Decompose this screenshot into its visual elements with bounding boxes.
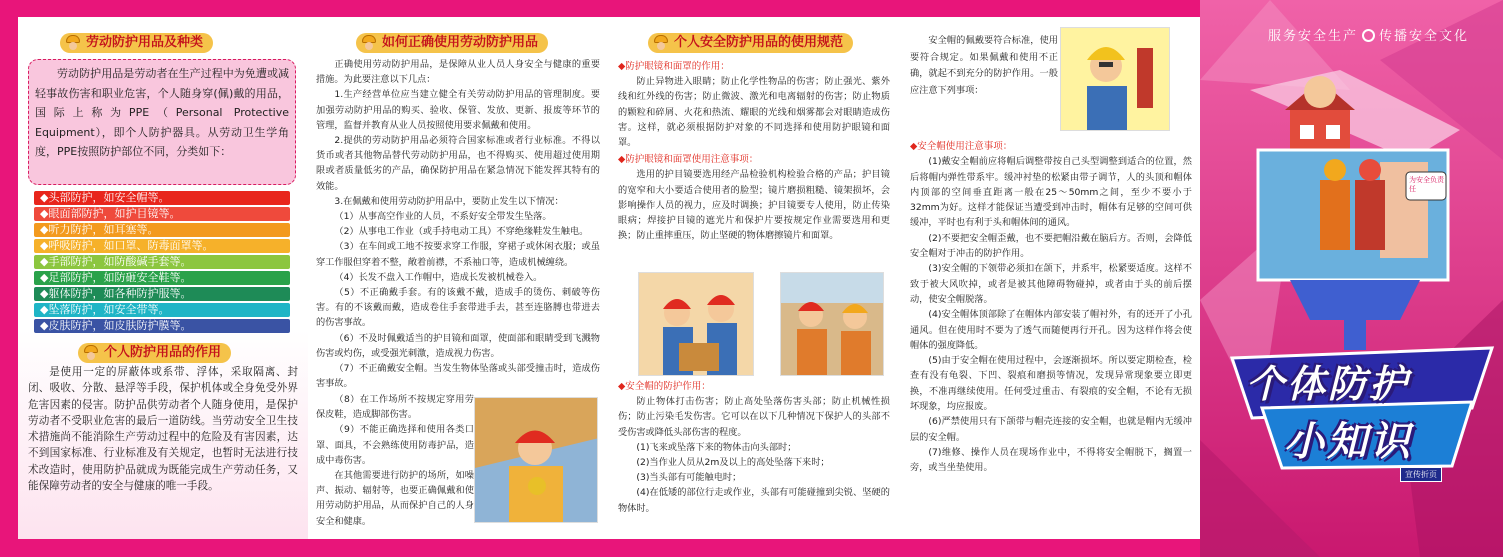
correct-use-text	[316, 57, 600, 391]
worker-gloves-illustration	[474, 397, 598, 523]
heading-ppe-types: 劳动防护用品及种类	[60, 33, 213, 53]
brand-left: 服务安全生产	[1267, 29, 1358, 44]
list-item: （8）在工作场所不按规定穿用劳保皮鞋，造成脚部伤害。	[316, 394, 474, 421]
correct-use-text-2	[316, 392, 474, 529]
panel-helmet-notes	[900, 17, 1200, 539]
worker-icon	[654, 35, 668, 51]
worker-helmet-illustration	[1060, 27, 1170, 131]
category-item: ◆手部防护，如防酸碱手套等。	[34, 255, 290, 269]
para: 1.生产经营单位应当建立健全有关劳动防护用品的管理制度。要加强劳动防护用品的购买、验收、保管、发放、更新、报废等环节的管理，监督并教育从业人员按照使用要求佩戴和使用。	[316, 89, 600, 131]
eyewear-text: ◆防护眼镜和面罩的作用： 防止异物进入眼睛；防止化学性物品的伤害；防止强光、紫外线和红外线的伤害；防止微波、激光和电离辐射的伤害；防止物质的颗粒和碎屑、火花和热流、耀眼的光线和烟雾都会对眼睛造成伤害。这样，就必须根据防护对象的不同选择和使用防护眼镜和面罩。 ◆防护眼镜和面罩使用注意事项： 选用的护目镜要选用经产品检验机构检验合格的产品；护目镜的宽窄和大小要适合使用者的脸型；镜片磨损粗糙、镜架损坏，会影响操作人员的视力，应及时调换；护目镜要专人使用，防止传染眼病；焊接护目镜的遮光片和保护片要按规定作业需要选用和更换；防止重摔重压，防止坚硬的物体磨擦镜片和面罩。	[618, 61, 890, 242]
cover-sign: 为安全负责任	[1409, 176, 1444, 193]
category-item: ◆呼吸防护，如口罩、防毒面罩等。	[34, 239, 290, 253]
heading-usage-norms: 个人安全防护用品的使用规范	[648, 33, 853, 53]
subheading-helmet-notes: ◆安全帽使用注意事项：	[910, 141, 1013, 152]
workers-talk-illustration	[780, 272, 884, 376]
cross-logo-icon	[1362, 29, 1375, 42]
helmet-notes-text	[910, 137, 1192, 476]
list-item: (6)严禁使用只有下颌带与帽壳连接的安全帽，也就是帽内无缓冲层的安全帽。	[910, 416, 1192, 443]
helmet-intro: 安全帽的佩戴要符合标准，使用要符合规定。如果佩戴和使用不正确，就起不到充分的防护作用。一般应注意下列事项：	[910, 35, 1058, 96]
worker-icon	[84, 345, 98, 361]
mascot-head-icon	[1304, 76, 1336, 108]
list-item: （9）不能正确选择和使用各类口罩、面具，不会熟练使用防毒护品，造成中毒伤害。	[316, 424, 474, 466]
heading-ppe-role: 个人防护用品的作用	[78, 343, 231, 363]
cover-title-2: 小知识	[1284, 419, 1413, 465]
list-item: (7)维修、操作人员在现场作业中，不得将安全帽脱下，搁置一旁，或当坐垫使用。	[910, 446, 1192, 474]
intro-box	[28, 59, 296, 185]
category-item: ◆躯体防护，如各种防护服等。	[34, 287, 290, 301]
helmet-role-text: ◆安全帽的防护作用： 防止物体打击伤害；防止高处坠落伤害头部；防止机械性损伤；防止污染毛发伤害。它可以在以下几种情况下保护人的头部不受伤害或降低头部伤害的程度。 (1)飞来或坠落下来的物体击向头部时； (2)当作业人员从2m及以上的高处坠落下来时； (3)当头部有可能触电时； (4)在低矮的部位行走或作业，头部有可能碰撞到尖锐、坚硬的物体时。	[618, 377, 890, 516]
para: 2.提供的劳动防护用品必须符合国家标准或者行业标准。不得以货币或者其他物品替代劳动防护用品，也不得购买、使用超过使用期限或者质量低劣的产品，确保防护用品在紧急情况下能发挥其特有的效能。	[316, 135, 600, 192]
list-item: (2)不要把安全帽歪戴，也不要把帽沿戴在脑后方。否则，会降低安全帽对于冲击的防护作用。	[910, 232, 1192, 260]
list-item: （1）从事高空作业的人员，不系好安全带发生坠落。	[334, 211, 552, 223]
list-item: (1)戴安全帽前应将帽后调整带按自己头型调整到适合的位置，然后将帽内弹性带系牢。缓冲衬垫的松紧由带子调节，人的头顶和帽体内顶部的空间垂直距离一般在25～50mm之间，至少不要小于32mm为好。这样才能保证当遭受到冲击时，帽体有足够的空间可供缓冲，平时也有利于头和帽体间的通风。	[910, 156, 1192, 229]
cover-tag: 宣传折页	[1400, 467, 1442, 482]
list-item: (4)在低矮的部位行走或作业，头部有可能碰撞到尖锐、坚硬的物体时。	[618, 487, 890, 514]
role-text: 是使用一定的屏蔽体或系带、浮体，采取隔离、封闭、吸收、分散、悬浮等手段，保护机体或全身免受外界危害因素的侵害。防护品供劳动者个人随身使用，是保护劳动者不受职业危害的最后一道防线。当劳动安全卫生技术措施尚不能消除生产劳动过程中的危险及有害因素，达不到国家标准、行业标准及有关规定，也暂时无法进行技术改造时，使用防护品就成为既能完成生产劳动任务，又能保障劳动者的安全与健康的唯一手段。	[28, 366, 298, 493]
list-item: （2）从事电工作业（或手持电动工具）不穿绝缘鞋发生触电。	[334, 226, 589, 238]
subheading-eyewear-notes: ◆防护眼镜和面罩使用注意事项：	[618, 154, 759, 166]
list-item: (4)安全帽体顶部除了在帽体内部安装了帽衬外，有的还开了小孔通风。但在使用时不要为了透气而随便再行开孔。因为这样作将会使帽体的强度降低。	[910, 309, 1192, 351]
list-item: （3）在车间或工地不按要求穿工作服，穿裙子或休闲衣服；或虽穿工作服但穿着不整，敞着前襟，不系袖口等，造成机械缠绕。	[316, 241, 600, 268]
panel-ppe-types	[18, 17, 308, 539]
workers-boxes-illustration	[638, 272, 754, 376]
intro-text: 劳动防护用品是劳动者在生产过程中为免遭或减轻事故伤害和职业危害，个人随身穿(佩)戴的用品，国际上称为PPE（Personal Protective Equipment），即个人防护器具。从劳动卫生学角度，PPE按照防护部位不同，分类如下：	[35, 67, 289, 159]
subheading-eyewear-role: ◆防护眼镜和面罩的作用：	[618, 61, 730, 72]
list-item: 在其他需要进行防护的场所，如噪声、振动、辐射等，也要正确佩戴和使用劳动防护用品，从而保护自己的人身安全和健康。	[316, 470, 474, 527]
panel-usage-norms	[608, 17, 900, 539]
category-item: ◆坠落防护，如安全带等。	[34, 303, 290, 317]
panel-correct-use	[308, 17, 608, 539]
cover-illustration	[1230, 70, 1480, 350]
category-item: ◆头部防护，如安全帽等。	[34, 191, 290, 205]
brand-right: 传播安全文化	[1378, 29, 1469, 44]
list-item: （6）不及时佩戴适当的护目镜和面罩，使面部和眼睛受到飞溅物伤害或灼伤，或受强光刺激，造成视力伤害。	[316, 332, 600, 359]
cover-title-1: 个体防护	[1246, 362, 1411, 406]
category-item: ◆听力防护，如耳塞等。	[34, 223, 290, 237]
list-item: (5)由于安全帽在使用过程中，会逐渐损坏。所以要定期检查，检查有没有龟裂、下凹、裂痕和磨损等情况，发现异常现象要立即更换，不准再继续使用。任何受过重击、有裂痕的安全帽，不论有无损坏现象，均应报废。	[910, 355, 1192, 413]
list-item: (1)飞来或坠落下来的物体击向头部时；	[636, 441, 797, 453]
subheading-helmet-role: ◆安全帽的防护作用：	[618, 381, 711, 392]
list-item: （7）不正确戴安全帽。当发生物体坠落或头部受撞击时，造成伤害事故。	[316, 363, 600, 390]
list-item: (3)安全帽的下领带必须扣在颌下，并系牢，松紧要适度。这样不致于被大风吹掉，或者是被其他障碍物碰掉，或者由于头的前后摆动，使安全帽脱落。	[910, 263, 1192, 305]
brand-slogan	[1268, 25, 1469, 44]
para: 正确使用劳动防护用品，是保障从业人员人身安全与健康的重要措施。为此要注意以下几点：	[316, 59, 600, 86]
list-item: (3)当头部有可能触电时；	[636, 472, 742, 484]
category-item: ◆皮肤防护，如皮肤防护膜等。	[34, 319, 290, 333]
worker-icon	[362, 35, 376, 51]
list-item: (2)当作业人员从2m及以上的高处坠落下来时；	[636, 457, 830, 469]
heading-correct-use: 如何正确使用劳动防护用品	[356, 33, 548, 53]
category-item: ◆眼面部防护，如护目镜等。	[34, 207, 290, 221]
list-item: （5）不正确戴手套。有的该戴不戴，造成手的烫伤、刺破等伤害。有的不该戴而戴，造成卷住手套带进手去，甚至连胳膊也带进去的伤害事故。	[316, 287, 600, 329]
para: 3.在佩戴和使用劳动防护用品中，要防止发生以下情况：	[334, 195, 564, 207]
worker-icon	[66, 35, 80, 51]
list-item: （4）长发不盘入工作帽中，造成长发被机械卷入。	[334, 271, 543, 283]
category-item: ◆足部防护，如防砸安全鞋等。	[34, 271, 290, 285]
